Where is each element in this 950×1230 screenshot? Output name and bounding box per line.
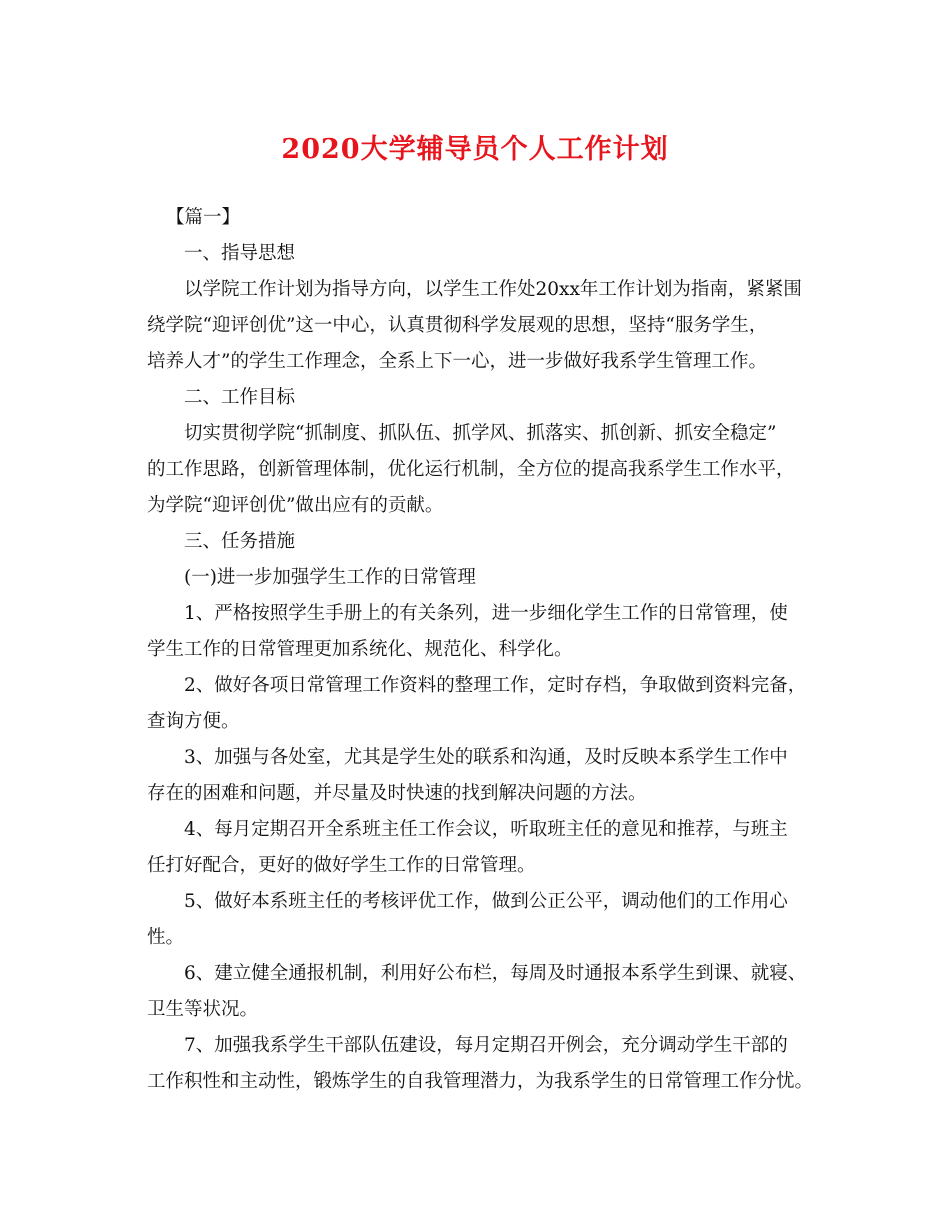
list-item-line: 卫生等状况。 [147,999,259,1020]
section-marker: 【篇一】 [166,207,241,228]
list-item-line: 存在的困难和问题，并尽量及时快速的找到解决问题的方法。 [147,783,647,804]
paragraph-line: 为学院“迎评创优”做出应有的贡献。 [147,495,444,516]
paragraph-line: 切实贯彻学院“抓制度、抓队伍、抓学风、抓落实、抓创新、抓安全稳定” [184,423,777,444]
paragraph-line: 的工作思路，创新管理体制，优化运行机制，全方位的提高我系学生工作水平， [147,459,795,480]
list-item-line: 6、建立健全通报机制，利用好公布栏，每周及时通报本系学生到课、就寝、 [184,963,807,984]
list-item-line: 工作积性和主动性，锻炼学生的自我管理潜力，为我系学生的日常管理工作分忧。 [147,1071,814,1092]
paragraph-line: 绕学院“迎评创优”这一中心，认真贯彻科学发展观的思想，坚持“服务学生， [147,315,768,336]
subheading-daily-management: (一)进一步加强学生工作的日常管理 [184,567,476,588]
list-item-line: 1、严格按照学生手册上的有关条列，进一步细化学生工作的日常管理，使 [184,603,788,624]
heading-task-measures: 三、任务措施 [184,531,296,552]
heading-guiding-thought: 一、指导思想 [184,243,296,264]
list-item-line: 任打好配合，更好的做好学生工作的日常管理。 [147,855,536,876]
list-item-line: 5、做好本系班主任的考核评优工作，做到公正公平，调动他们的工作用心 [184,891,788,912]
list-item-line: 学生工作的日常管理更加系统化、规范化、科学化。 [147,639,573,660]
list-item-line: 2、做好各项日常管理工作资料的整理工作，定时存档，争取做到资料完备， [184,675,807,696]
list-item-line: 性。 [147,927,185,948]
document-title: 2020大学辅导员个人工作计划 [281,134,669,165]
paragraph-line: 培养人才”的学生工作理念，全系上下一心，进一步做好我系学生管理工作。 [147,351,767,372]
list-item-line: 4、每月定期召开全系班主任工作会议，听取班主任的意见和推荐，与班主 [184,819,788,840]
paragraph-line: 以学院工作计划为指导方向，以学生工作处20xx年工作计划为指南，紧紧围 [184,279,802,300]
list-item-line: 3、加强与各处室，尤其是学生处的联系和沟通，及时反映本系学生工作中 [184,747,788,768]
document-body [147,200,817,1100]
list-item-line: 7、加强我系学生干部队伍建设，每月定期召开例会，充分调动学生干部的 [184,1035,788,1056]
list-item-line: 查询方便。 [147,711,240,732]
heading-work-goals: 二、工作目标 [184,387,296,408]
